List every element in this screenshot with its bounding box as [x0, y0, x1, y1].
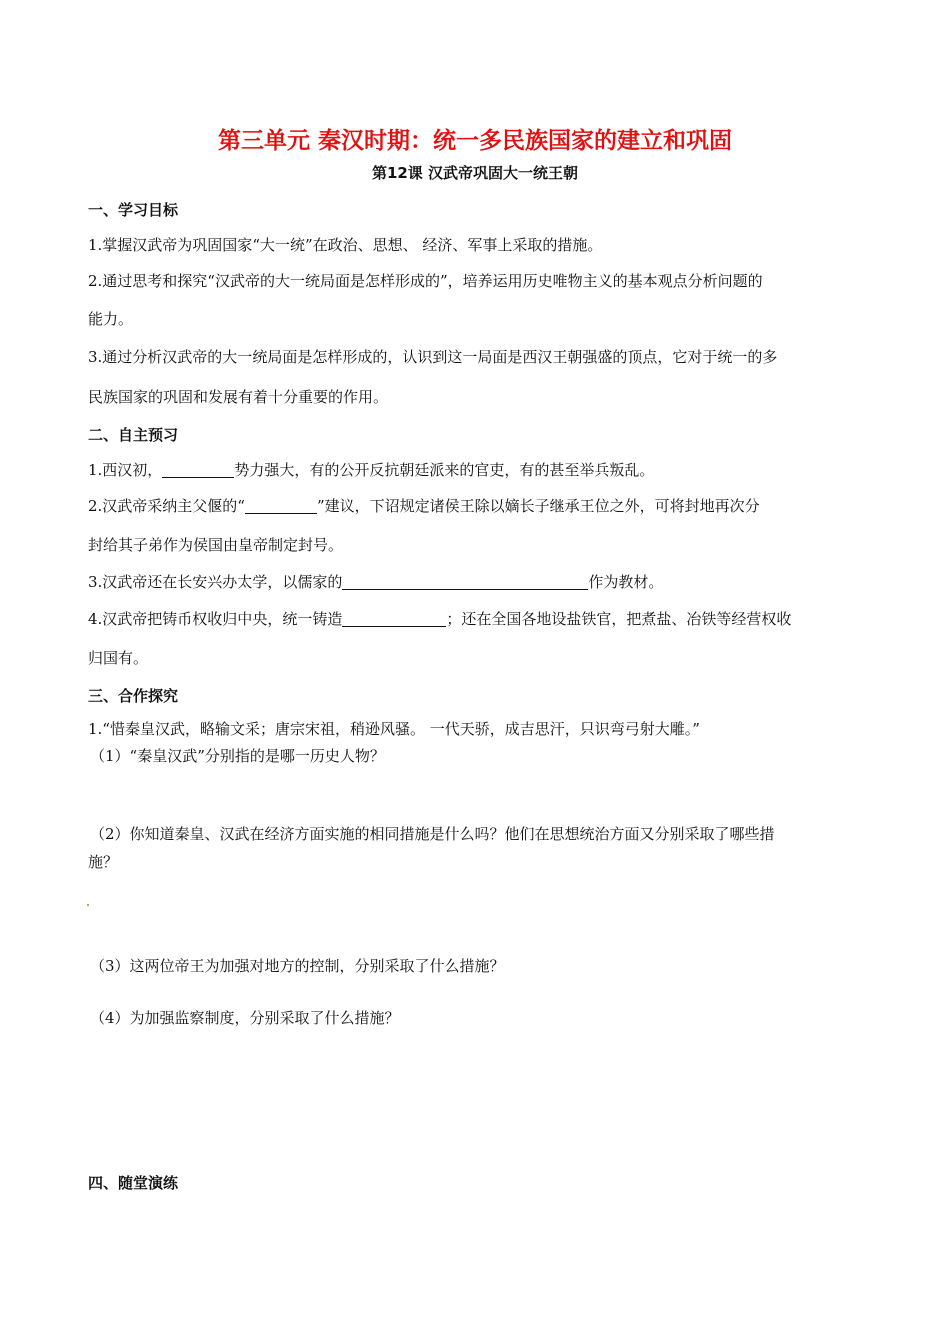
preview-question-3-pre: 3.汉武帝还在长安兴办太学，以儒家的 — [88, 573, 343, 591]
preview-question-2-line-2: 封给其子弟作为侯国由皇帝制定封号。 — [88, 536, 344, 554]
lesson-title: 第12课 汉武帝巩固大一统王朝 — [371, 164, 579, 182]
answer-blank-1[interactable] — [162, 461, 234, 478]
answer-blank-2[interactable] — [245, 497, 317, 514]
answer-blank-4[interactable] — [342, 610, 446, 627]
section-heading-preview: 二、自主预习 — [88, 426, 179, 444]
preview-question-4 — [88, 608, 791, 629]
preview-question-2-post: ”建议，下诏规定诸侯王除以嫡长子继承王位之外，可将封地再次分 — [316, 497, 760, 515]
objective-item-2-line-2: 能力。 — [88, 310, 134, 328]
answer-blank-3[interactable] — [342, 573, 588, 590]
inquiry-quote: 1.“惜秦皇汉武，略输文采；唐宗宋祖，稍逊风骚。 一代天骄，成吉思汗，只识弯弓射大雕。” — [88, 720, 700, 738]
inquiry-sub-question-2-line-1: （2）你知道秦皇、汉武在经济方面实施的相同措施是什么吗？他们在思想统治方面又分别采取了哪些措 — [90, 825, 775, 843]
preview-question-1-pre: 1.西汉初， — [88, 461, 163, 479]
preview-question-3-post: 作为教材。 — [588, 573, 664, 591]
preview-question-4-post: ；还在全国各地设盐铁官，把煮盐、冶铁等经营权收 — [446, 610, 792, 628]
preview-question-2 — [88, 495, 760, 516]
preview-question-2-pre: 2.汉武帝采纳主父偃的“ — [88, 497, 245, 515]
inquiry-sub-question-4: （4）为加强监察制度，分别采取了什么措施？ — [90, 1009, 400, 1027]
section-heading-practice: 四、随堂演练 — [88, 1174, 179, 1192]
inquiry-sub-question-2-line-2: 施？ — [88, 853, 119, 871]
stray-mark — [87, 904, 89, 906]
objective-item-2-line-1: 2.通过思考和探究“汉武帝的大一统局面是怎样形成的”，培养运用历史唯物主义的基本观点分析问题的 — [88, 272, 763, 290]
objective-item-3-line-2: 民族国家的巩固和发展有着十分重要的作用。 — [88, 388, 389, 406]
objective-item-1: 1.掌握汉武帝为巩固国家“大一统”在政治、思想、 经济、军事上采取的措施。 — [88, 236, 603, 254]
section-heading-inquiry: 三、合作探究 — [88, 687, 179, 705]
preview-question-4-line-2: 归国有。 — [88, 649, 149, 667]
unit-title: 第三单元 秦汉时期：统一多民族国家的建立和巩固 — [217, 128, 732, 154]
preview-question-1-post: 势力强大，有的公开反抗朝廷派来的官吏，有的甚至举兵叛乱。 — [234, 461, 655, 479]
inquiry-sub-question-3: （3）这两位帝王为加强对地方的控制，分别采取了什么措施？ — [90, 957, 505, 975]
objective-item-3-line-1: 3.通过分析汉武帝的大一统局面是怎样形成的，认识到这一局面是西汉王朝强盛的顶点，它对于统一的多 — [88, 348, 778, 366]
section-heading-objectives: 一、学习目标 — [88, 201, 179, 219]
preview-question-1 — [88, 459, 654, 480]
preview-question-4-pre: 4.汉武帝把铸币权收归中央，统一铸造 — [88, 610, 343, 628]
preview-question-3 — [88, 571, 663, 592]
inquiry-sub-question-1: （1）“秦皇汉武”分别指的是哪一历史人物？ — [90, 747, 385, 765]
